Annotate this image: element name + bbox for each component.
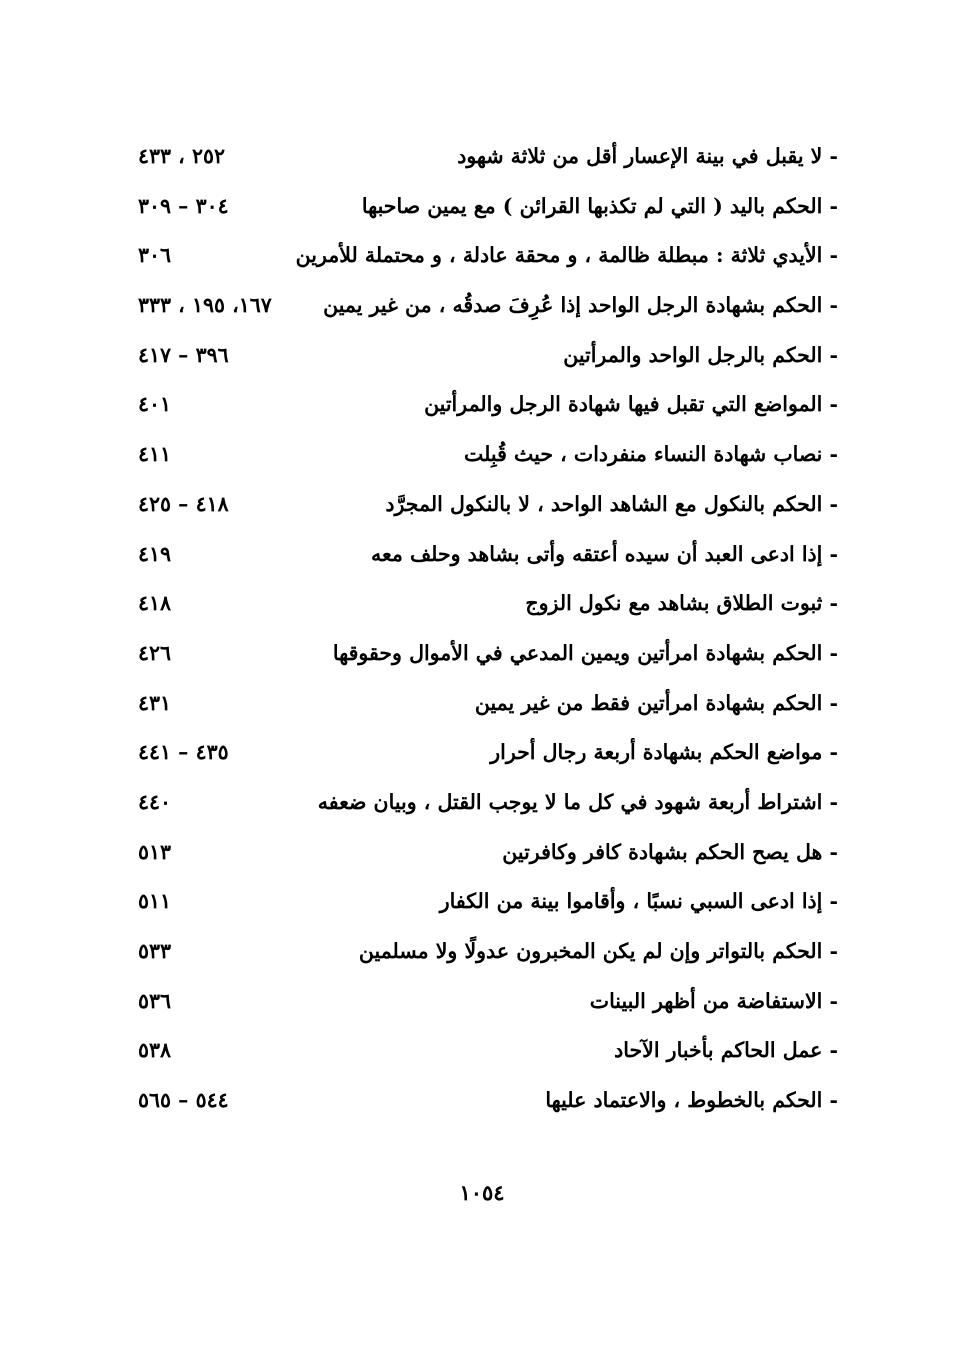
entry-topic: - إذا ادعى السبي نسبًا ، وأقاموا بينة من الكفار (439, 889, 838, 914)
entry-page-refs: ٤٣١ (138, 690, 172, 715)
entry-page-refs: ٤٢٦ (138, 640, 172, 665)
index-entry (0, 281, 964, 331)
entry-page-refs: ٤٠١ (138, 392, 172, 417)
index-entries-list (0, 132, 964, 1126)
entry-topic: - الحكم بشهادة الرجل الواحد إذا عُرِفَ صدقُه ، من غير يمين (323, 293, 838, 318)
entry-topic: - الحكم بالنكول مع الشاهد الواحد ، لا بالنكول المجرَّد (385, 491, 838, 516)
entry-topic: - اشتراط أربعة شهود في كل ما لا يوجب القتل ، وبيان ضعفه (317, 789, 838, 814)
entry-topic: - عمل الحاكم بأخبار الآحاد (614, 1038, 838, 1063)
index-entry (0, 977, 964, 1027)
entry-page-refs: ٣٠٤ – ٣٠٩ (138, 193, 229, 218)
entry-topic: - المواضع التي تقبل فيها شهادة الرجل والمرأتين (424, 392, 838, 417)
index-entry (0, 927, 964, 977)
index-entry (0, 530, 964, 580)
entry-topic: - مواضع الحكم بشهادة أربعة رجال أحرار (490, 740, 838, 765)
entry-page-refs: ٤٣٥ – ٤٤١ (138, 740, 229, 765)
entry-page-refs: ٥٣٦ (138, 988, 172, 1013)
entry-page-refs: ٥١١ (138, 889, 172, 914)
index-entry (0, 480, 964, 530)
index-entry (0, 778, 964, 828)
entry-page-refs: ٥٤٤ – ٥٦٥ (138, 1088, 229, 1113)
entry-page-refs: ٤٤٠ (138, 789, 172, 814)
entry-topic: - الأيدي ثلاثة : مبطلة ظالمة ، و محقة عادلة ، و محتملة للأمرين (295, 243, 838, 268)
index-entry (0, 380, 964, 430)
index-entry (0, 331, 964, 381)
entry-page-refs: ٥٣٣ (138, 939, 172, 963)
index-entry (0, 231, 964, 281)
entry-topic: - الحكم بالخطوط ، والاعتماد عليها (545, 1088, 838, 1113)
entry-page-refs: ٤١٩ (138, 541, 172, 566)
entry-topic: - لا يقبل في بينة الإعسار أقل من ثلاثة شهود (457, 144, 838, 168)
entry-page-refs: ٥٣٨ (138, 1038, 172, 1063)
entry-topic: - الحكم بالتواتر وإن لم يكن المخبرون عدولًا ولا مسلمين (358, 939, 838, 963)
entry-page-refs: ٤١٨ (138, 591, 172, 616)
entry-page-refs: ٣٠٦ (138, 243, 172, 268)
entry-page-refs: ٤١٨ – ٤٢٥ (138, 491, 229, 516)
entry-page-refs: ٥١٣ (138, 839, 172, 864)
entry-topic: - نصاب شهادة النساء منفردات ، حيث قُبِلت (463, 442, 838, 467)
index-entry (0, 182, 964, 232)
index-entry (0, 877, 964, 927)
index-entry (0, 1076, 964, 1126)
index-entry (0, 679, 964, 729)
index-entry (0, 629, 964, 679)
index-entry (0, 828, 964, 878)
entry-topic: - الحكم بالرجل الواحد والمرأتين (563, 342, 838, 367)
entry-topic: - ثبوت الطلاق بشاهد مع نكول الزوج (525, 591, 838, 616)
index-entry (0, 430, 964, 480)
index-entry (0, 728, 964, 778)
index-entry (0, 1026, 964, 1076)
entry-topic: - الحكم باليد ( التي لم تكذبها القرائن ) مع يمين صاحبها (361, 193, 838, 218)
index-entry (0, 579, 964, 629)
entry-topic: - الاستفاضة من أظهر البينات (589, 988, 838, 1013)
entry-page-refs: ١٦٧، ١٩٥ ، ٣٣٣ (138, 293, 272, 318)
entry-page-refs: ٤١١ (138, 442, 172, 467)
entry-topic: - الحكم بشهادة امرأتين ويمين المدعي في الأموال وحقوقها (332, 640, 838, 665)
entry-topic: - هل يصح الحكم بشهادة كافر وكافرتين (502, 839, 838, 864)
entry-page-refs: ٢٥٢ ، ٤٣٣ (138, 144, 225, 168)
entry-page-refs: ٣٩٦ – ٤١٧ (138, 342, 229, 367)
page-number: ١٠٥٤ (459, 1180, 505, 1205)
entry-topic: - الحكم بشهادة امرأتين فقط من غير يمين (474, 690, 838, 715)
index-entry (0, 132, 964, 182)
entry-topic: - إذا ادعى العبد أن سيده أعتقه وأتى بشاهد وحلف معه (370, 541, 838, 566)
